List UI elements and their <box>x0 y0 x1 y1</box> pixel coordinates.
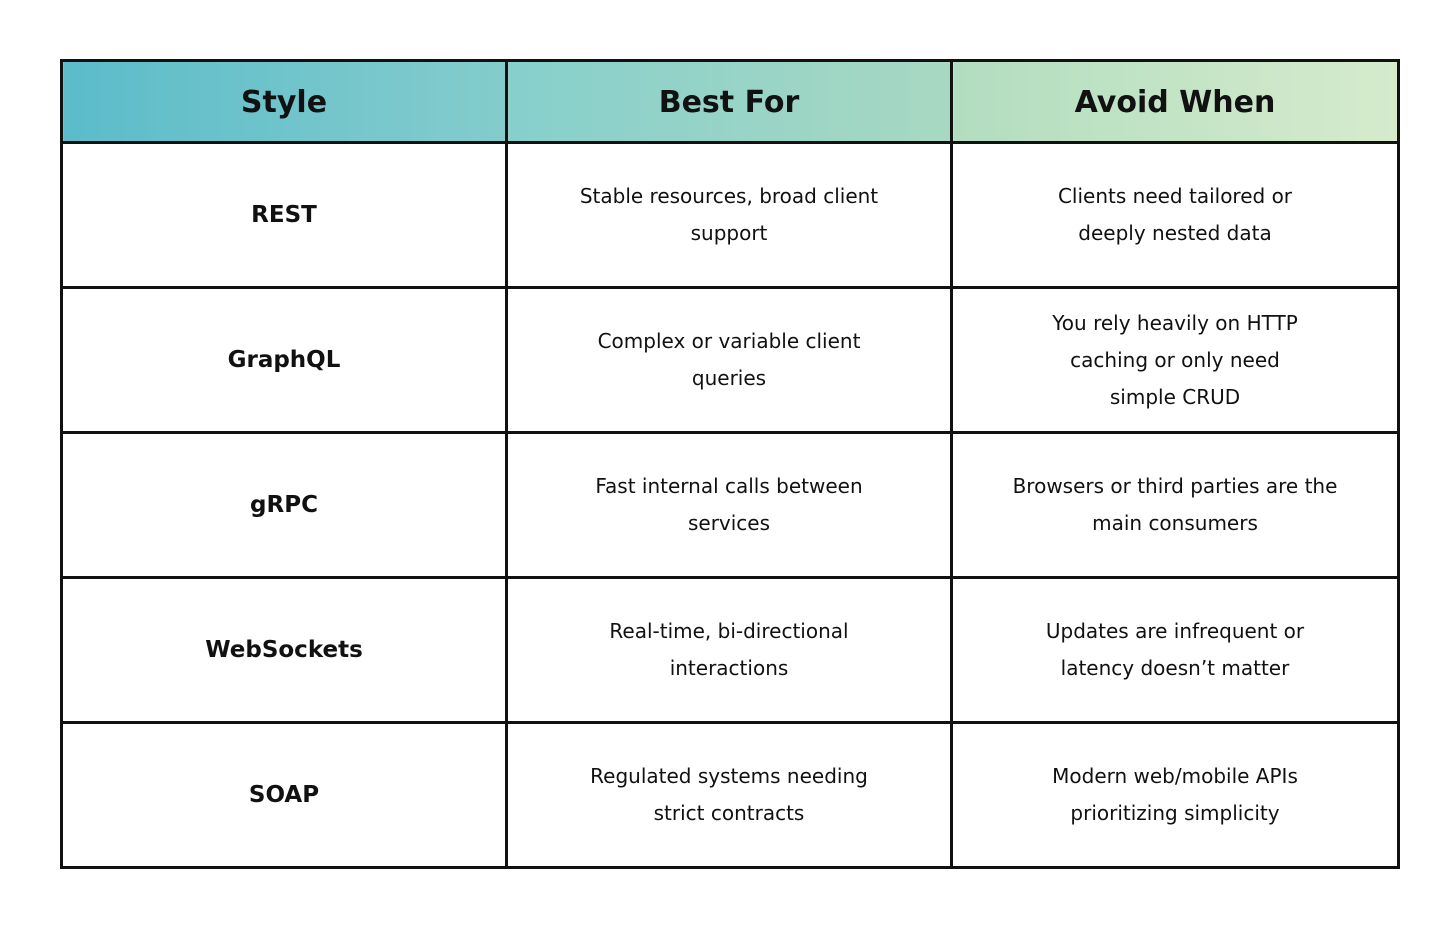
avoid-when-cell <box>952 578 1399 723</box>
avoid-when-line: Updates are infrequent or <box>1045 619 1305 643</box>
avoid-when-line: prioritizing simplicity <box>1070 801 1280 825</box>
best-for-line: services <box>687 511 771 535</box>
avoid-when-cell <box>952 723 1399 868</box>
style-cell: SOAP <box>62 723 507 868</box>
best-for-line: Fast internal calls between <box>595 474 863 498</box>
table-row <box>62 723 1399 868</box>
style-cell: WebSockets <box>62 578 507 723</box>
avoid-when-cell <box>952 288 1399 433</box>
best-for-line: support <box>690 221 768 245</box>
style-cell: gRPC <box>62 433 507 578</box>
avoid-when-line: latency doesn’t matter <box>1060 656 1290 680</box>
avoid-when-line: simple CRUD <box>1109 384 1241 409</box>
avoid-when-cell <box>952 433 1399 578</box>
best-for-line: queries <box>691 366 767 390</box>
best-for-cell <box>507 433 952 578</box>
avoid-when-cell <box>952 143 1399 288</box>
best-for-cell <box>507 578 952 723</box>
header-style: Style <box>62 61 507 143</box>
style-cell: REST <box>62 143 507 288</box>
table-row <box>62 143 1399 288</box>
avoid-when-line: Modern web/mobile APIs <box>1052 764 1298 788</box>
api-style-comparison-table <box>60 59 1400 869</box>
best-for-cell <box>507 723 952 868</box>
header-avoid-when: Avoid When <box>952 61 1399 143</box>
table-header <box>62 61 1399 143</box>
best-for-line: interactions <box>669 656 789 680</box>
style-cell: GraphQL <box>62 288 507 433</box>
best-for-cell <box>507 143 952 288</box>
table-row <box>62 288 1399 433</box>
header-best-for: Best For <box>507 61 952 143</box>
comparison-table-container <box>60 59 1397 869</box>
avoid-when-line: main consumers <box>1092 511 1258 535</box>
best-for-line: Complex or variable client <box>597 329 861 353</box>
table-row <box>62 433 1399 578</box>
header-row <box>62 61 1399 143</box>
best-for-line: Real-time, bi-directional <box>609 619 849 643</box>
best-for-line: Stable resources, broad client <box>579 184 879 208</box>
avoid-when-line: caching or only need <box>1070 347 1280 372</box>
table-body <box>62 143 1399 868</box>
avoid-when-line: Browsers or third parties are the <box>1012 474 1338 498</box>
best-for-cell <box>507 288 952 433</box>
avoid-when-line: You rely heavily on HTTP <box>1052 310 1298 335</box>
avoid-when-line: deeply nested data <box>1078 221 1272 245</box>
avoid-when-line: Clients need tailored or <box>1057 184 1293 208</box>
table-row <box>62 578 1399 723</box>
best-for-line: Regulated systems needing <box>590 764 868 788</box>
best-for-line: strict contracts <box>653 801 805 825</box>
